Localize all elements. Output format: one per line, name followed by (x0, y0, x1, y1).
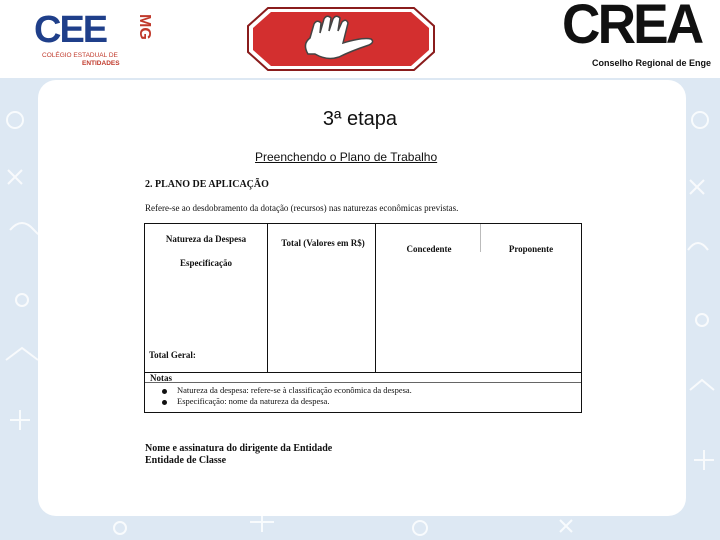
signature-line-2: Entidade de Classe (145, 455, 227, 466)
table-divider (145, 372, 581, 373)
header-proponente: Proponente (508, 244, 554, 254)
note-item (162, 385, 412, 395)
section-title: 2. PLANO DE APLICAÇÃO (145, 179, 269, 190)
note-item (162, 396, 329, 406)
table-divider (145, 382, 581, 383)
table-divider (480, 224, 481, 252)
header-total: Total (Valores em R$) (281, 238, 365, 248)
table-divider (267, 224, 268, 372)
total-geral-label: Total Geral: (149, 350, 196, 360)
cee-logo-subtitle-2: ENTIDADES (82, 60, 120, 67)
header-natureza: Natureza da Despesa (165, 234, 247, 244)
mg-logo-text (126, 12, 153, 52)
note-text: Especificação: nome da natureza da despesa. (177, 396, 330, 406)
cee-logo-subtitle: COLÉGIO ESTADUAL DE (42, 52, 118, 59)
crea-logo-text: CREA (562, 0, 702, 55)
header-bar (0, 0, 720, 78)
cee-logo (34, 9, 153, 67)
notes-label: Notas (150, 373, 172, 383)
section-description: Refere-se ao desdobramento da dotação (recursos) nas naturezas econômicas previstas. (145, 203, 459, 213)
bullet-icon (162, 389, 167, 394)
stop-hand-sign-icon (246, 6, 436, 72)
crea-logo-subtitle: Conselho Regional de Enge (592, 58, 712, 68)
slide-subtitle: Preenchendo o Plano de Trabalho (255, 150, 438, 164)
crea-logo (562, 0, 720, 78)
cee-logo-text: CEE (34, 9, 107, 51)
table-divider (375, 224, 376, 372)
signature-line: Nome e assinatura do dirigente da Entidade (145, 443, 333, 454)
header-concedente: Concedente (406, 244, 452, 254)
slide-title: 3ª etapa (322, 108, 398, 130)
note-text: Natureza da despesa: refere-se à classificação econômica da despesa. (177, 385, 412, 395)
bullet-icon (162, 400, 167, 405)
svg-text:MG: MG (136, 14, 153, 40)
document-scan (140, 175, 585, 475)
header-especificacao: Especificação (180, 258, 232, 268)
